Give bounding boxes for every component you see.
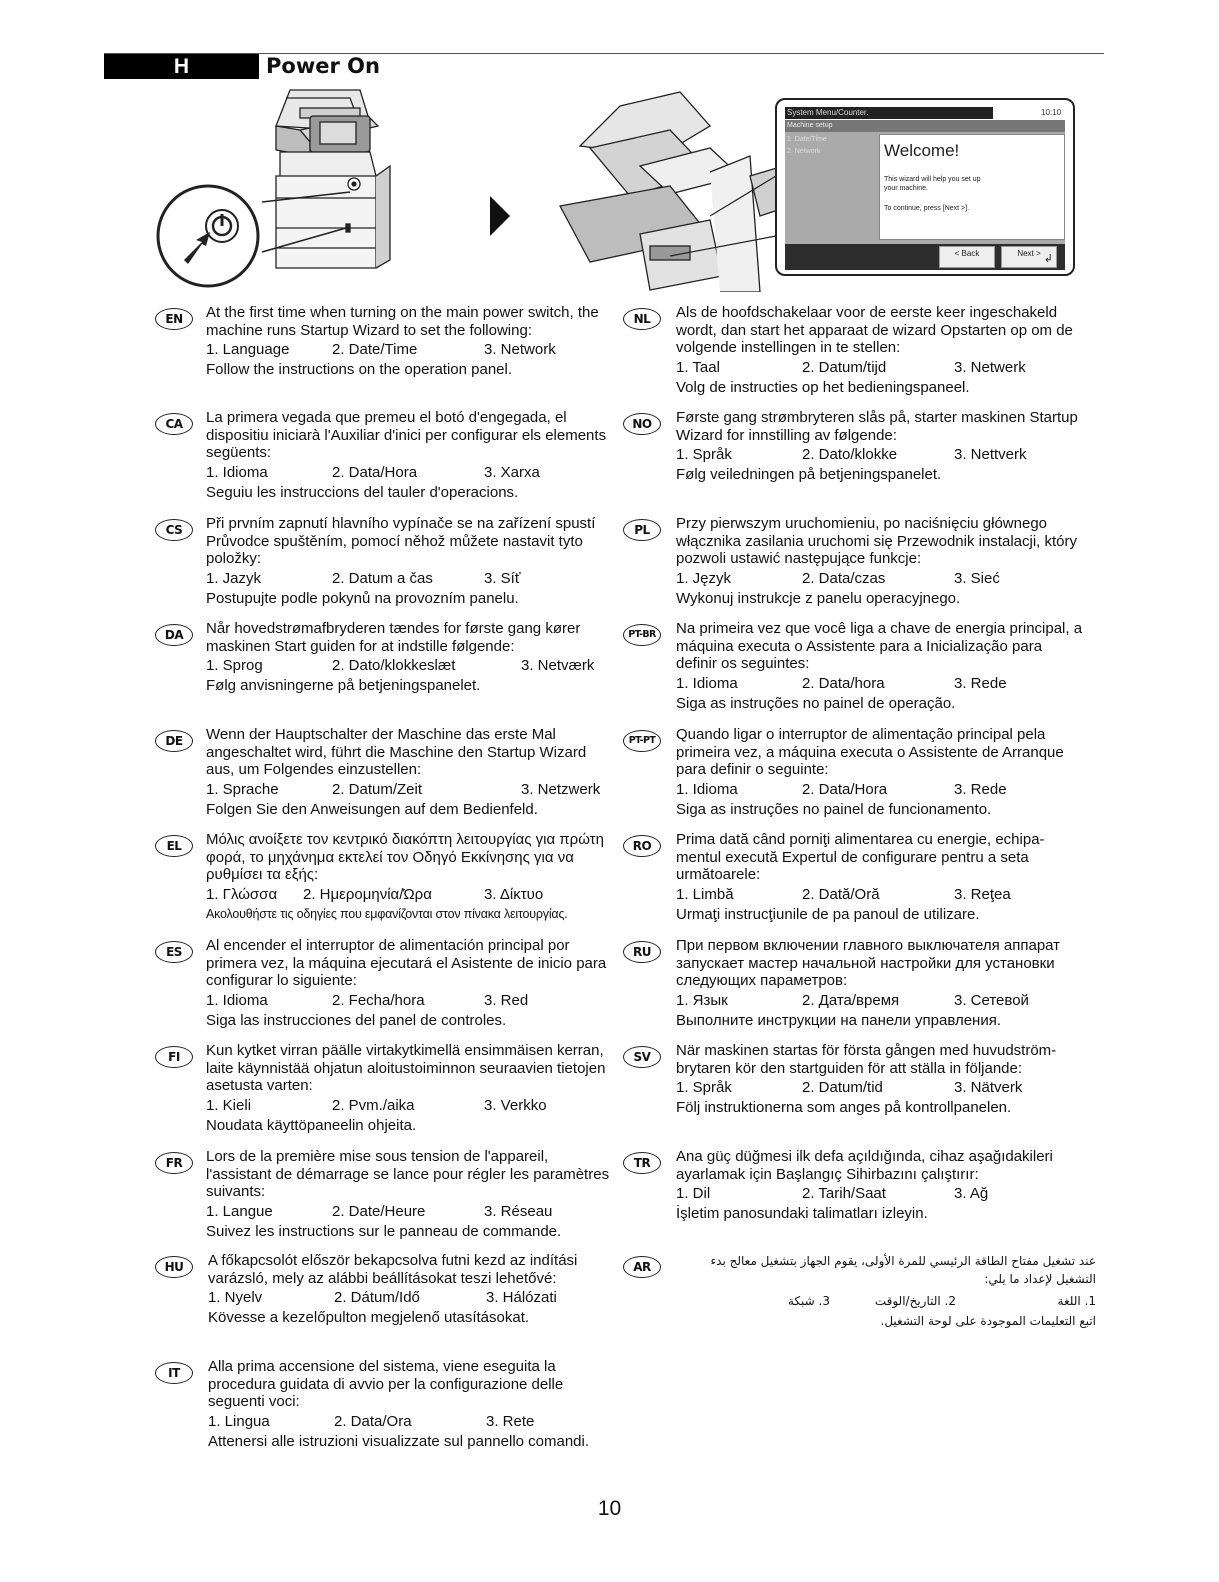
setting-item: 3. Reţea <box>954 886 1011 904</box>
intro-text: При первом включении главного выключателя аппарат запускает мастер начальной настройки для установки следующих параметров: <box>676 937 1061 990</box>
setting-item: 1. Sprog <box>206 657 263 675</box>
setting-item: 3. Nätverk <box>954 1079 1023 1097</box>
language-badge: NO <box>623 413 661 435</box>
intro-text: När maskinen startas för första gången med huvudström-brytaren kör den startguiden för att ställa in följande: <box>676 1042 1057 1077</box>
setting-item: 3. Nettverk <box>954 446 1027 464</box>
instruction-text: İşletim panosundaki talimatları izleyin. <box>676 1205 928 1223</box>
setting-item: 1. Taal <box>676 359 720 377</box>
arrow-right-icon <box>490 196 510 236</box>
setting-item: 2. Data/hora <box>802 675 885 693</box>
setting-item: 3. Network <box>484 341 556 359</box>
setting-item: 2. Datum/tid <box>802 1079 883 1097</box>
language-badge: AR <box>623 1256 661 1278</box>
section-letter: H <box>104 54 259 79</box>
welcome-line: This wizard will help you set up <box>884 176 981 183</box>
setting-item: 3. Xarxa <box>484 464 540 482</box>
intro-text: Prima dată când porniţi alimentarea cu energie, echipa-mentul execută Expertul de configurare pentru a seta următoarele: <box>676 831 1045 884</box>
setting-item: 1. Γλώσσα <box>206 886 278 904</box>
language-badge: FR <box>155 1152 193 1174</box>
intro-text: At the first time when turning on the main power switch, the machine runs Startup Wizard to set the following: <box>206 304 599 339</box>
intro-text: La primera vegada que premeu el botó d'engegada, el dispositiu iniciarà l'Auxiliar d'inici per configurar els elements següents: <box>206 409 607 462</box>
next-button-label: Next > <box>1017 249 1041 258</box>
setting-item: 2. Dato/klokkeslæt <box>332 657 456 675</box>
setting-item: 2. Data/Hora <box>332 464 418 482</box>
setting-item: 1. Idioma <box>206 992 268 1010</box>
setting-item: 1. Sprache <box>206 781 279 799</box>
intro-text: Når hovedstrømafbryderen tændes for første gang kører maskinen Start guiden for at indstille følgende: <box>206 620 581 655</box>
setting-item: 1. اللغة <box>1057 1294 1096 1308</box>
setting-item: 1. Dil <box>676 1185 711 1203</box>
language-badge: CA <box>155 413 193 435</box>
intro-text: Kun kytket virran päälle virtakytkimellä ensimmäisen kerran, laite käynnistää ohjatun aloitustoiminnon seuraavien tietojen asetusta varten: <box>206 1042 606 1095</box>
setting-item: 1. Språk <box>676 1079 732 1097</box>
setting-item: 1. Nyelv <box>208 1289 263 1307</box>
language-badge: DE <box>155 730 193 752</box>
intro-text: Als de hoofdschakelaar voor de eerste keer ingeschakeld wordt, dan start het apparaat de wizard Opstarten op om de volgende instellingen in te stellen: <box>676 304 1073 357</box>
language-badge: RU <box>623 941 661 963</box>
intro-text: Første gang strømbryteren slås på, starter maskinen Startup Wizard for innstilling av følgende: <box>676 409 1078 444</box>
intro-text: عند تشغيل مفتاح الطاقة الرئيسي للمرة الأولى، يقوم الجهاز بتشغيل معالج بدء التشغيل لإعداد ما يلي: <box>710 1254 1096 1286</box>
setting-item: 1. Язык <box>676 992 728 1010</box>
instruction-text: Folgen Sie den Anweisungen auf dem Bedienfeld. <box>206 800 538 818</box>
setting-item: 2. Dată/Oră <box>802 886 880 904</box>
language-badge: EL <box>155 835 193 857</box>
setting-item: 1. Lingua <box>208 1413 270 1431</box>
intro-text: Quando ligar o interruptor de alimentação principal pela primeira vez, a máquina executa o Assistente de Arranque para definir o seguinte: <box>676 726 1064 779</box>
setting-item: 1. Idioma <box>206 464 268 482</box>
setting-item: 3. Δίκτυο <box>484 886 544 904</box>
setting-item: 1. Language <box>206 341 290 359</box>
language-badge: RO <box>623 835 661 857</box>
setting-item: 1. Langue <box>206 1203 273 1221</box>
instruction-text: Siga as instruções no painel de funcionamento. <box>676 800 992 818</box>
setting-item: 2. Fecha/hora <box>332 992 425 1010</box>
enter-icon: ↲ <box>1043 253 1053 265</box>
language-badge: PL <box>623 519 661 541</box>
intro-text: Przy pierwszym uruchomieniu, po naciśnięciu głównego włącznika zasilania uruchomi się Przewodnik instalacji, który pozwoli ustawić następujące funkcje: <box>676 515 1077 568</box>
intro-text: Lors de la première mise sous tension de l'appareil, l'assistant de démarrage se lance pour régler les paramètres suivants: <box>206 1148 610 1201</box>
page-title: Power On <box>266 54 380 78</box>
welcome-line: your machine. <box>884 185 928 192</box>
setting-item: 3. Red <box>484 992 529 1010</box>
intro-text: Al encender el interruptor de alimentación principal por primera vez, la máquina ejecutará el Asistente de inicio para configurar lo siguiente: <box>206 937 607 990</box>
welcome-panel <box>879 134 1065 240</box>
instruction-text: اتبع التعليمات الموجودة على لوحة التشغيل. <box>880 1314 1096 1328</box>
language-badge: ES <box>155 941 193 963</box>
setting-item: 2. Datum a čas <box>332 570 433 588</box>
setting-item: 3. Netzwerk <box>521 781 601 799</box>
setting-item: 3. Verkko <box>484 1097 547 1115</box>
instruction-text: Attenersi alle istruzioni visualizzate sul pannello comandi. <box>208 1432 590 1450</box>
setting-item: 3. شبكة <box>787 1294 830 1308</box>
screen-body <box>785 132 1065 244</box>
setting-item: 2. Дата/время <box>802 992 900 1010</box>
instruction-text: Seguiu les instruccions del tauler d'operacions. <box>206 483 519 501</box>
screen-step: 2. Network <box>787 148 821 155</box>
setting-item: 1. Kieli <box>206 1097 252 1115</box>
intro-text: Wenn der Hauptschalter der Maschine das erste Mal angeschaltet wird, führt die Maschine den Startup Wizard aus, um Folgendes einzustellen: <box>206 726 587 779</box>
welcome-line: To continue, press [Next >]. <box>884 205 970 212</box>
setting-item: 2. Datum/Zeit <box>332 781 423 799</box>
instruction-text: Siga las instrucciones del panel de controles. <box>206 1011 507 1029</box>
screen-step: 1. Date/Time <box>787 136 827 143</box>
setting-item: 1. Język <box>676 570 732 588</box>
instruction-text: Follow the instructions on the operation panel. <box>206 361 513 379</box>
printer-right-drawing <box>560 92 810 292</box>
setting-item: 3. Sieć <box>954 570 1000 588</box>
instruction-text: Følg veiledningen på betjeningspanelet. <box>676 466 942 484</box>
setting-item: 2. Ημερομηνία/Ώρα <box>303 886 432 904</box>
instruction-text: Kövesse a kezelőpulton megjelenő utasításokat. <box>208 1309 530 1327</box>
setting-item: 2. Dátum/Idő <box>334 1289 420 1307</box>
setting-item: 2. التاريخ/الوقت <box>874 1294 956 1308</box>
setting-item: 3. Síť <box>484 570 521 588</box>
setting-item: 2. Data/Hora <box>802 781 888 799</box>
setting-item: 2. Data/czas <box>802 570 886 588</box>
setting-item: 3. Rede <box>954 781 1007 799</box>
instruction-text: Postupujte podle pokynů na provozním panelu. <box>206 589 519 607</box>
instruction-text: Följ instruktionerna som anges på kontrollpanelen. <box>676 1099 1012 1117</box>
instruction-text: Ακολουθήστε τις οδηγίες που εμφανίζονται στον πίνακα λειτουργίας. <box>206 906 568 921</box>
intro-text: Při prvním zapnutí hlavního vypínače se na zařízení spustí Průvodce spuštěním, pomocí něhož můžete nastavit tyto položky: <box>206 515 596 568</box>
next-button[interactable] <box>1001 246 1057 268</box>
intro-text: Alla prima accensione del sistema, viene eseguita la procedura guidata di avvio per la configurazione delle seguenti voci: <box>208 1358 564 1411</box>
instruction-text: Выполните инструкции на панели управления. <box>676 1011 1001 1029</box>
language-badge: DA <box>155 624 193 646</box>
instruction-text: Urmaţi instrucţiunile de pa panoul de utilizare. <box>676 905 980 923</box>
setting-item: 2. Pvm./aika <box>332 1097 415 1115</box>
setting-item: 3. Hálózati <box>486 1289 557 1307</box>
printer-left-drawing <box>276 90 390 268</box>
setting-item: 2. Date/Heure <box>332 1203 426 1221</box>
screen-time: 10:10 <box>1041 108 1062 117</box>
setting-item: 1. Jazyk <box>206 570 262 588</box>
setting-item: 3. Ağ <box>954 1185 989 1203</box>
language-badge: CS <box>155 519 193 541</box>
instruction-text: Volg de instructies op het bedieningspaneel. <box>676 378 970 396</box>
instruction-text: Følg anvisningerne på betjeningspanelet. <box>206 677 481 695</box>
instruction-text: Noudata käyttöpaneelin ohjeita. <box>206 1116 417 1134</box>
setting-item: 3. Netwerk <box>954 359 1026 377</box>
language-badge: EN <box>155 308 193 330</box>
intro-text: A főkapcsolót először bekapcsolva futni kezd az indítási varázsló, mely az alábbi beállításokat teszi lehetővé: <box>208 1252 578 1287</box>
language-badge: HU <box>155 1256 193 1278</box>
setting-item: 1. Idioma <box>676 675 738 693</box>
setting-item: 1. Idioma <box>676 781 738 799</box>
screen-sub-bar: Machine setup <box>785 120 1065 132</box>
language-badge: FI <box>155 1046 193 1068</box>
language-badge: IT <box>155 1362 193 1384</box>
setting-item: 3. Rete <box>486 1413 535 1431</box>
page-number: 10 <box>597 1497 622 1520</box>
instruction-text: Siga as instruções no painel de operação. <box>676 694 956 712</box>
setting-item: 2. Datum/tijd <box>802 359 887 377</box>
language-badge: NL <box>623 308 661 330</box>
language-badge: TR <box>623 1152 661 1174</box>
welcome-heading: Welcome! <box>884 141 960 160</box>
instruction-text: Suivez les instructions sur le panneau de commande. <box>206 1222 562 1240</box>
setting-item: 1. Limbă <box>676 886 734 904</box>
intro-text: Μόλις ανοίξετε τον κεντρικό διακόπτη λειτουργίας για πρώτη φορά, το μηχάνημα εκτελεί τον Οδηγό Εκκίνησης για να ρυθμίσει τα εξής: <box>206 831 604 884</box>
language-badge: PT-BR <box>623 624 661 646</box>
setting-item: 3. Rede <box>954 675 1007 693</box>
language-badge: SV <box>623 1046 661 1068</box>
setting-item: 3. Сетевой <box>954 992 1029 1010</box>
setting-item: 2. Tarih/Saat <box>802 1185 886 1203</box>
back-button[interactable]: < Back <box>939 246 995 268</box>
language-badge: PT-PT <box>623 730 661 752</box>
instruction-text: Wykonuj instrukcje z panelu operacyjnego. <box>676 589 961 607</box>
setting-item: 3. Réseau <box>484 1203 553 1221</box>
screen-top-bar: System Menu/Counter. <box>785 107 993 119</box>
intro-text: Ana güç düğmesi ilk defa açıldığında, cihaz aşağıdakileri ayarlamak için Başlangıç Sihirbazını çalıştırır: <box>676 1148 1053 1183</box>
setting-item: 2. Data/Ora <box>334 1413 412 1431</box>
operation-panel-screen <box>775 98 1075 276</box>
setting-item: 2. Dato/klokke <box>802 446 898 464</box>
setting-item: 2. Date/Time <box>332 341 418 359</box>
setting-item: 3. Netværk <box>521 657 595 675</box>
intro-text: Na primeira vez que você liga a chave de energia principal, a máquina executa o Assistente para a Inicialização para definir os seguintes: <box>676 620 1083 673</box>
setting-item: 1. Språk <box>676 446 732 464</box>
screen-button-bar <box>785 244 1065 270</box>
